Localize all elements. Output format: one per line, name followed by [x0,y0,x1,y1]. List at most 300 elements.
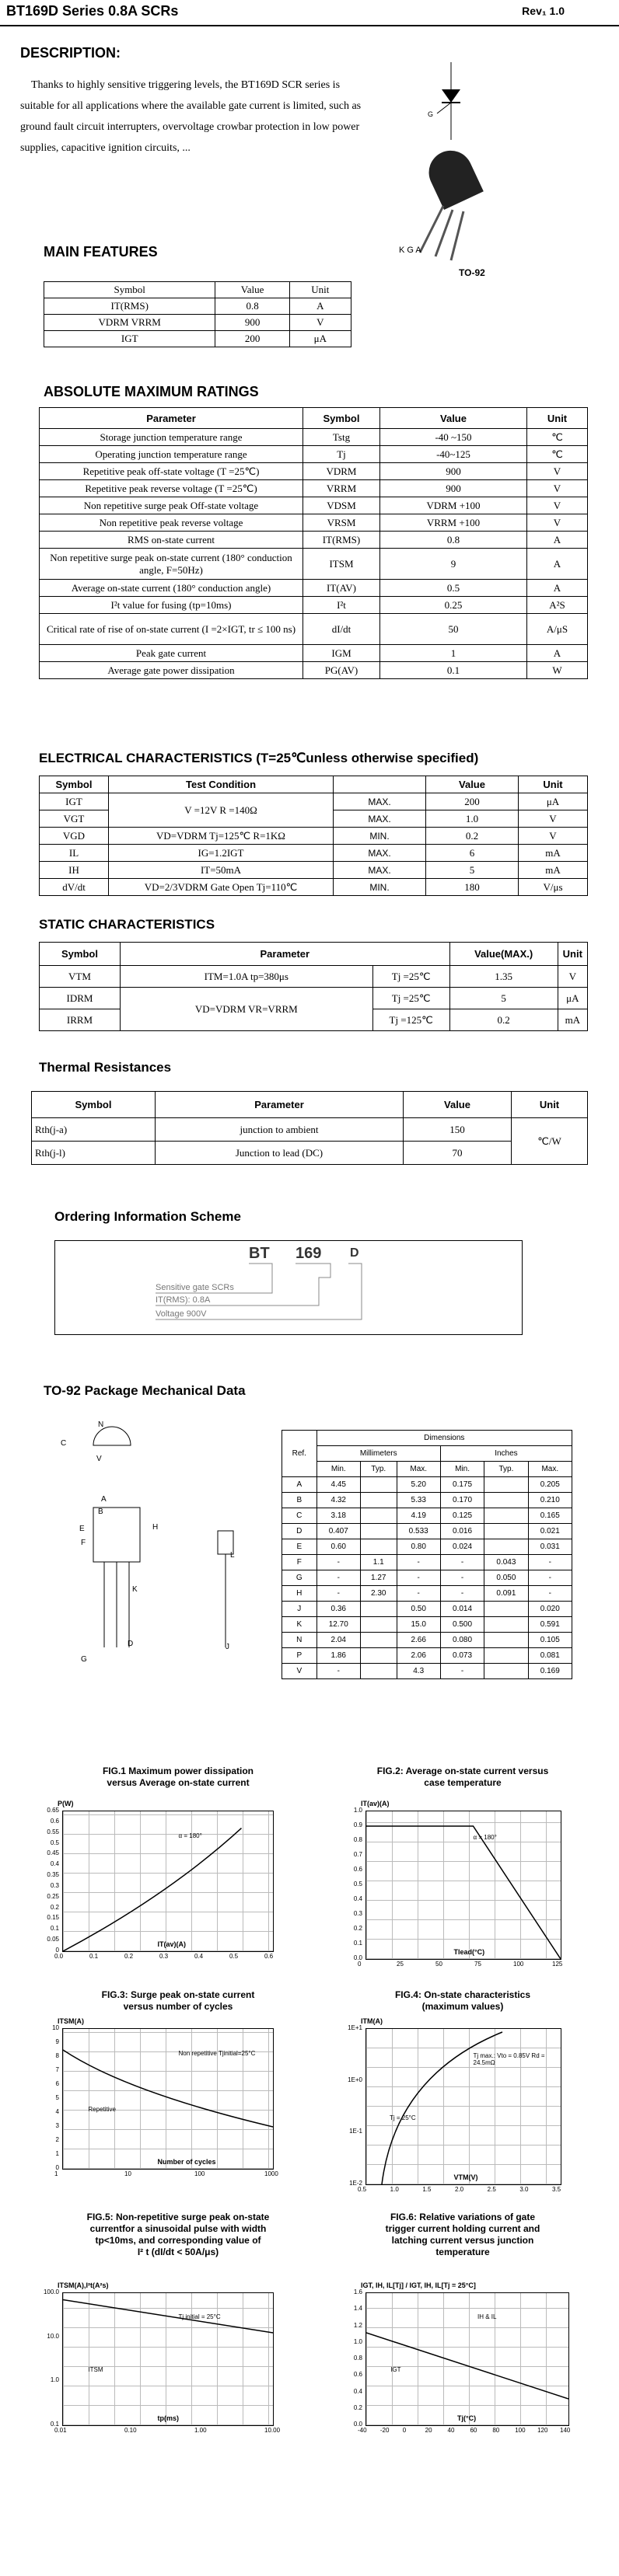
cell [360,1477,397,1493]
figure-xlabel: Tj(°C) [457,2414,477,2422]
cell: 0.533 [397,1524,440,1539]
cell: 0.105 [528,1633,572,1648]
figure-ytick: 9 [55,2038,59,2045]
dimensions-table [282,1430,572,1679]
figure-plot-area [62,1811,274,1952]
cell: 0.031 [528,1539,572,1555]
sub-typ: Typ. [360,1462,397,1477]
figure-xtick: 0.0 [54,1953,64,1960]
figure-ytick: 0.2 [353,1925,362,1932]
col-test-condition: Test Condition [109,776,334,793]
cell: - [397,1570,440,1586]
col-limit [334,776,426,793]
figure-xtick: 0.1 [89,1953,99,1960]
cell: 12.70 [316,1617,360,1633]
figure-ytick: 2 [55,2136,59,2143]
cell: ℃ [527,429,588,446]
dim-letter-h: H [152,1523,159,1532]
cell: IL [40,845,109,862]
figure-ytick: 0.7 [353,1851,362,1858]
cell: IT=50mA [109,862,334,879]
col-parameter: Parameter [121,943,450,966]
cell: IGM [303,645,380,662]
cell: - [397,1555,440,1570]
cell: G [282,1570,317,1586]
col-parameter: Parameter [40,408,303,429]
dim-letter-g: G [81,1655,87,1664]
cell: C [282,1508,317,1524]
cell: MIN. [334,828,426,845]
cell: - [316,1586,360,1602]
figure-annotation: α = 180° [473,1833,497,1841]
cell: 0.081 [528,1648,572,1664]
sub-typ: Typ. [484,1462,528,1477]
cell: Tj =125℃ [372,1009,449,1031]
figure-xtick: 10.00 [264,2427,281,2434]
cell: 0.591 [528,1617,572,1633]
figure-xtick: 0.5 [358,2186,367,2193]
cell: VGD [40,828,109,845]
cell: MAX. [334,862,426,879]
cell: MAX. [334,793,426,810]
figure-ylabel: IGT, IH, IL[Tj] / IGT, IH, IL[Tj = 25°C] [361,2281,476,2289]
package-outline-drawing [39,1414,272,1671]
figure-xtick: 75 [474,1961,481,1968]
cell: 0.016 [440,1524,484,1539]
cell [360,1633,397,1648]
cell: V [519,810,588,828]
cell: W [527,662,588,679]
cell: 0.024 [440,1539,484,1555]
package-heading: TO-92 Package Mechanical Data [44,1383,246,1398]
cell: A [527,549,588,580]
figure-ytick: 3 [55,2122,59,2129]
cell: 70 [404,1142,512,1165]
package-label: TO-92 [459,267,485,278]
figure-ylabel: P(W) [58,1800,74,1807]
figure-xtick: 1.00 [194,2427,207,2434]
cell: Average gate power dissipation [40,662,303,679]
cell: D [282,1524,317,1539]
figure-ytick: 0.6 [50,1817,59,1825]
ordering-label-voltage: Voltage 900V [156,1309,207,1319]
cell: Junction to lead (DC) [156,1142,404,1165]
cell: IG=1.2IGT [109,845,334,862]
figure-xtick: 0 [358,1961,362,1968]
figure-xtick: -40 [358,2427,367,2434]
col-unit: Unit [519,776,588,793]
cell: IGT [44,331,215,347]
cell: 5 [426,862,519,879]
figure-ytick: 0.5 [353,1881,362,1888]
cell: IH [40,862,109,879]
col-symbol: Symbol [32,1092,156,1118]
figure-annotation-2: Tj = 25°C [390,2114,416,2121]
cell [360,1508,397,1524]
cell: 200 [215,331,289,347]
cell: VGT [40,810,109,828]
figure-ylabel: ITSM(A),I²t(A²s) [58,2281,109,2289]
figure-ytick: 0.4 [353,2387,362,2395]
cell: Tj [303,446,380,463]
cell: F [282,1555,317,1570]
cell: dI/dt [303,614,380,645]
cell [484,1524,528,1539]
cell: 4.32 [316,1493,360,1508]
cell: -40 ~150 [380,429,527,446]
col-value: Value(MAX.) [449,943,558,966]
abs-max-heading: ABSOLUTE MAXIMUM RATINGS [44,384,259,399]
figure-ytick: 0.05 [47,1936,59,1943]
cell: VDRM [303,463,380,480]
figure-xtick: 20 [425,2427,432,2434]
dim-letter-e: E [79,1525,85,1533]
cell [484,1602,528,1617]
cell: 0.2 [426,828,519,845]
figure-annotation-2: IGT [390,2365,401,2373]
cell: mA [519,862,588,879]
cell: 6 [426,845,519,862]
col-symbol: Symbol [44,282,215,298]
cell: 4.19 [397,1508,440,1524]
cell: - [440,1555,484,1570]
dim-letter-c: C [61,1439,67,1448]
figure-xtick: 3.0 [519,2186,529,2193]
cell: 900 [380,480,527,497]
figure-ytick: 0.9 [353,1821,362,1828]
cell: μA [289,331,351,347]
cell [484,1633,528,1648]
figure-ytick: 1E+0 [348,2076,362,2083]
cell: 0.210 [528,1493,572,1508]
svg-text:G: G [428,110,434,118]
dim-letter-d: D [128,1640,134,1648]
cell: Storage junction temperature range [40,429,303,446]
cell: VTM [40,966,121,988]
figure-ytick: 0.8 [353,2355,362,2362]
col-symbol: Symbol [303,408,380,429]
figure-xtick: -20 [379,2427,390,2434]
figure-xtick: 3.5 [552,2186,561,2193]
sub-min: Min. [316,1462,360,1477]
cell: Repetitive peak reverse voltage (T =25℃) [40,480,303,497]
cell: 0.5 [380,580,527,597]
cell: ℃/W [512,1118,588,1165]
description-text: Thanks to highly sensitive triggering levels, the BT169D SCR series is suitable for all applications where the available gate current is limited, such as ground fault circuit interrupters, overvoltage crowbar protection in low power supplies, capacitive ignition circuits, ... [20,79,362,154]
cell: E [282,1539,317,1555]
cell: PG(AV) [303,662,380,679]
figure-caption: FIG.6: Relative variations of gate trigger current holding current and latching current versus junction temperature [385,2212,540,2257]
cell: 0.500 [440,1617,484,1633]
figure-ytick: 0.3 [353,1910,362,1917]
cell: Non repetitive peak reverse voltage [40,514,303,532]
figure-caption: FIG.4: On-state characteristics (maximum values) [394,1989,531,2012]
cell: - [440,1664,484,1679]
sub-max: Max. [528,1462,572,1477]
figure-xtick: 100 [194,2170,205,2177]
cell [484,1508,528,1524]
figure-xtick: 1.5 [422,2186,432,2193]
figure-ytick: 1.4 [353,2305,362,2313]
cell: A [282,1477,317,1493]
figure-xlabel: tp(ms) [157,2414,179,2422]
cell: V [527,463,588,480]
cell: Non repetitive surge peak on-state current (180° conduction angle, F=50Hz) [40,549,303,580]
figure-xlabel: Number of cycles [157,2158,216,2166]
figure-ytick: 0.6 [353,1866,362,1873]
cell: K [282,1617,317,1633]
figure-plot-area [62,2028,274,2170]
cell: Rth(j-a) [32,1118,156,1142]
figure-xtick: 100 [515,2427,526,2434]
cell: A [527,645,588,662]
to92-device-drawing [404,47,529,288]
cell: 3.18 [316,1508,360,1524]
cell: MIN. [334,879,426,896]
cell: 0.020 [528,1602,572,1617]
main-features-table [44,281,351,347]
sub-min: Min. [440,1462,484,1477]
cell: I²t value for fusing (tp=10ms) [40,597,303,614]
figure-annotation: α = 180° [178,1832,202,1839]
cell: 0.205 [528,1477,572,1493]
cell: 0.2 [449,1009,558,1031]
figure-ytick: 0.4 [50,1860,59,1868]
figure-xtick: 1 [54,2170,58,2177]
cell: dV/dt [40,879,109,896]
cell: 2.66 [397,1633,440,1648]
figure-xtick: 2.0 [455,2186,464,2193]
cell: 0.175 [440,1477,484,1493]
figure-xtick: 140 [560,2427,571,2434]
abs-max-table [39,407,588,679]
cell: V [527,514,588,532]
cell: V [558,966,587,988]
figure-ytick: 0.1 [50,1925,59,1933]
figure-xtick: 0.5 [229,1953,239,1960]
figure-caption: FIG.3: Surge peak on-state current versus number of cycles [101,1989,255,2012]
cell [484,1539,528,1555]
col-value: Value [215,282,289,298]
cell: 900 [380,463,527,480]
figure-xtick: 25 [397,1961,404,1968]
figure-xtick: 0.01 [54,2427,67,2434]
col-millimeters: Millimeters [316,1446,440,1462]
col-parameter: Parameter [156,1092,404,1118]
figure-xtick: 2.5 [487,2186,496,2193]
cell [484,1648,528,1664]
figure-ytick: 1E+1 [348,2024,362,2031]
cell: - [440,1586,484,1602]
figure-xtick: 0.2 [124,1953,134,1960]
figure-plot-area [365,2028,561,2185]
figure-ytick: 0.55 [47,1828,59,1835]
cell: 5.33 [397,1493,440,1508]
cell: V [282,1664,317,1679]
cell: VDRM +100 [380,497,527,514]
cell: V [527,480,588,497]
figure-ytick: 1 [55,2150,59,2157]
cell: VD=VDRM Tj=125℃ R=1KΩ [109,828,334,845]
cell: A [527,580,588,597]
cell: - [316,1570,360,1586]
cell: N [282,1633,317,1648]
figure-ytick: 0.35 [47,1871,59,1879]
dim-letter-v: V [96,1455,102,1463]
cell: Tstg [303,429,380,446]
ordering-label-current: IT(RMS): 0.8A [156,1295,211,1305]
cell [484,1664,528,1679]
cell: 0.125 [440,1508,484,1524]
figure-curve-line [63,2300,273,2334]
figure-plot-area [365,1811,561,1960]
col-value: Value [404,1092,512,1118]
figure-ytick: 0.0 [353,2421,362,2428]
figure-curve [63,2293,273,2425]
cell: A [527,532,588,549]
cell: MAX. [334,810,426,828]
figure-ytick: 10.0 [47,2332,59,2340]
figure-xtick: 0.6 [264,1953,274,1960]
figure-ytick: 6 [55,2080,59,2087]
figure-ytick: 1.0 [353,2337,362,2345]
figure-ytick: 8 [55,2052,59,2059]
static-table [39,942,588,1031]
figure-ytick: 1.2 [353,2321,362,2329]
static-heading: STATIC CHARACTERISTICS [39,917,215,932]
figure-ytick: 10 [52,2024,59,2031]
cell: P [282,1648,317,1664]
cell: 5.20 [397,1477,440,1493]
figure-xtick: 1000 [264,2170,278,2177]
figure-annotation: IH & IL [477,2313,497,2320]
cell: IDRM [40,988,121,1009]
cell: 0.80 [397,1539,440,1555]
figure-ytick: 0.65 [47,1807,59,1814]
figure-annotation: Non repetitive Tjinitial=25°C [178,2050,256,2057]
cell: Tj =25℃ [372,966,449,988]
figure-ytick: 1.6 [353,2288,362,2295]
cell: 0.073 [440,1648,484,1664]
col-unit: Unit [527,408,588,429]
cell: mA [558,1009,587,1031]
figure-plot-area [365,2292,569,2426]
figure-xtick: 40 [447,2427,455,2434]
cell: 180 [426,879,519,896]
cell: VDRM VRRM [44,315,215,331]
figure-xtick: 0.3 [159,1953,169,1960]
cell [484,1493,528,1508]
figure-ytick: 0.15 [47,1914,59,1922]
cell: 2.04 [316,1633,360,1648]
cell: 4.3 [397,1664,440,1679]
cell: A/μS [527,614,588,645]
cell: 0.50 [397,1602,440,1617]
cell: 0.043 [484,1555,528,1570]
figure-ytick: 7 [55,2066,59,2073]
cell: 1.86 [316,1648,360,1664]
cell: 0.60 [316,1539,360,1555]
figure-ytick: 0.2 [353,2403,362,2411]
cell: 0.014 [440,1602,484,1617]
figure-xtick: 0.4 [194,1953,204,1960]
cell: 0.8 [380,532,527,549]
cell: μA [519,793,588,810]
figure-ytick: 0.2 [50,1903,59,1911]
thermal-heading: Thermal Resistances [39,1060,172,1075]
ordering-code-bt: BT [249,1245,270,1262]
figure-ytick: 0.25 [47,1892,59,1900]
cell [360,1602,397,1617]
figure-ytick: 0.45 [47,1849,59,1857]
figure-curve-line [63,2050,273,2127]
figure-ytick: 0.1 [50,2421,59,2428]
figure-xtick: 60 [470,2427,477,2434]
figure-xtick: 1.0 [390,2186,399,2193]
cell: μA [558,988,587,1009]
figure-xtick: 10 [124,2170,131,2177]
col-unit: Unit [289,282,351,298]
cell [360,1648,397,1664]
cell: mA [519,845,588,862]
cell: Tj =25℃ [372,988,449,1009]
cell: J [282,1602,317,1617]
cell: 9 [380,549,527,580]
cell: V [519,828,588,845]
cell: VRSM [303,514,380,532]
figure-ytick: 0.6 [353,2371,362,2379]
revision-label: Rev₁ 1.0 [522,5,565,17]
cell: - [528,1570,572,1586]
electrical-table [39,776,588,896]
cell: 2.30 [360,1586,397,1602]
thermal-table [31,1091,588,1165]
sub-max: Max. [397,1462,440,1477]
dim-letter-l: L [230,1551,235,1560]
document-header [0,0,619,26]
cell: VD=VDRM VR=VRRM [121,988,373,1031]
cell: 0.36 [316,1602,360,1617]
cell: MAX. [334,845,426,862]
figure-ytick: 1E-2 [349,2180,362,2187]
dim-letter-b: B [98,1508,103,1516]
figure-curve [63,1811,273,1951]
figure-curve [366,1811,561,1959]
cell: IT(RMS) [44,298,215,315]
cell: 0.091 [484,1586,528,1602]
figure-ytick: 0 [55,1947,59,1954]
pin-label: K G A [399,246,421,255]
cell: V =12V R =140Ω [109,793,334,828]
cell: 1.0 [426,810,519,828]
col-unit: Unit [558,943,587,966]
figure-ytick: 1.0 [353,1807,362,1814]
document-title: BT169D Series 0.8A SCRs [6,3,179,19]
dim-letter-n: N [98,1420,104,1429]
cell: 150 [404,1118,512,1142]
figure-ytick: 5 [55,2094,59,2101]
cell: 0.050 [484,1570,528,1586]
dim-letter-k: K [132,1585,138,1594]
cell: IRRM [40,1009,121,1031]
col-unit: Unit [512,1092,588,1118]
col-value: Value [426,776,519,793]
figure-ytick: 0.8 [353,1836,362,1843]
cell: Operating junction temperature range [40,446,303,463]
figure-ytick: 0.5 [50,1839,59,1846]
cell: junction to ambient [156,1118,404,1142]
cell: VRRM [303,480,380,497]
